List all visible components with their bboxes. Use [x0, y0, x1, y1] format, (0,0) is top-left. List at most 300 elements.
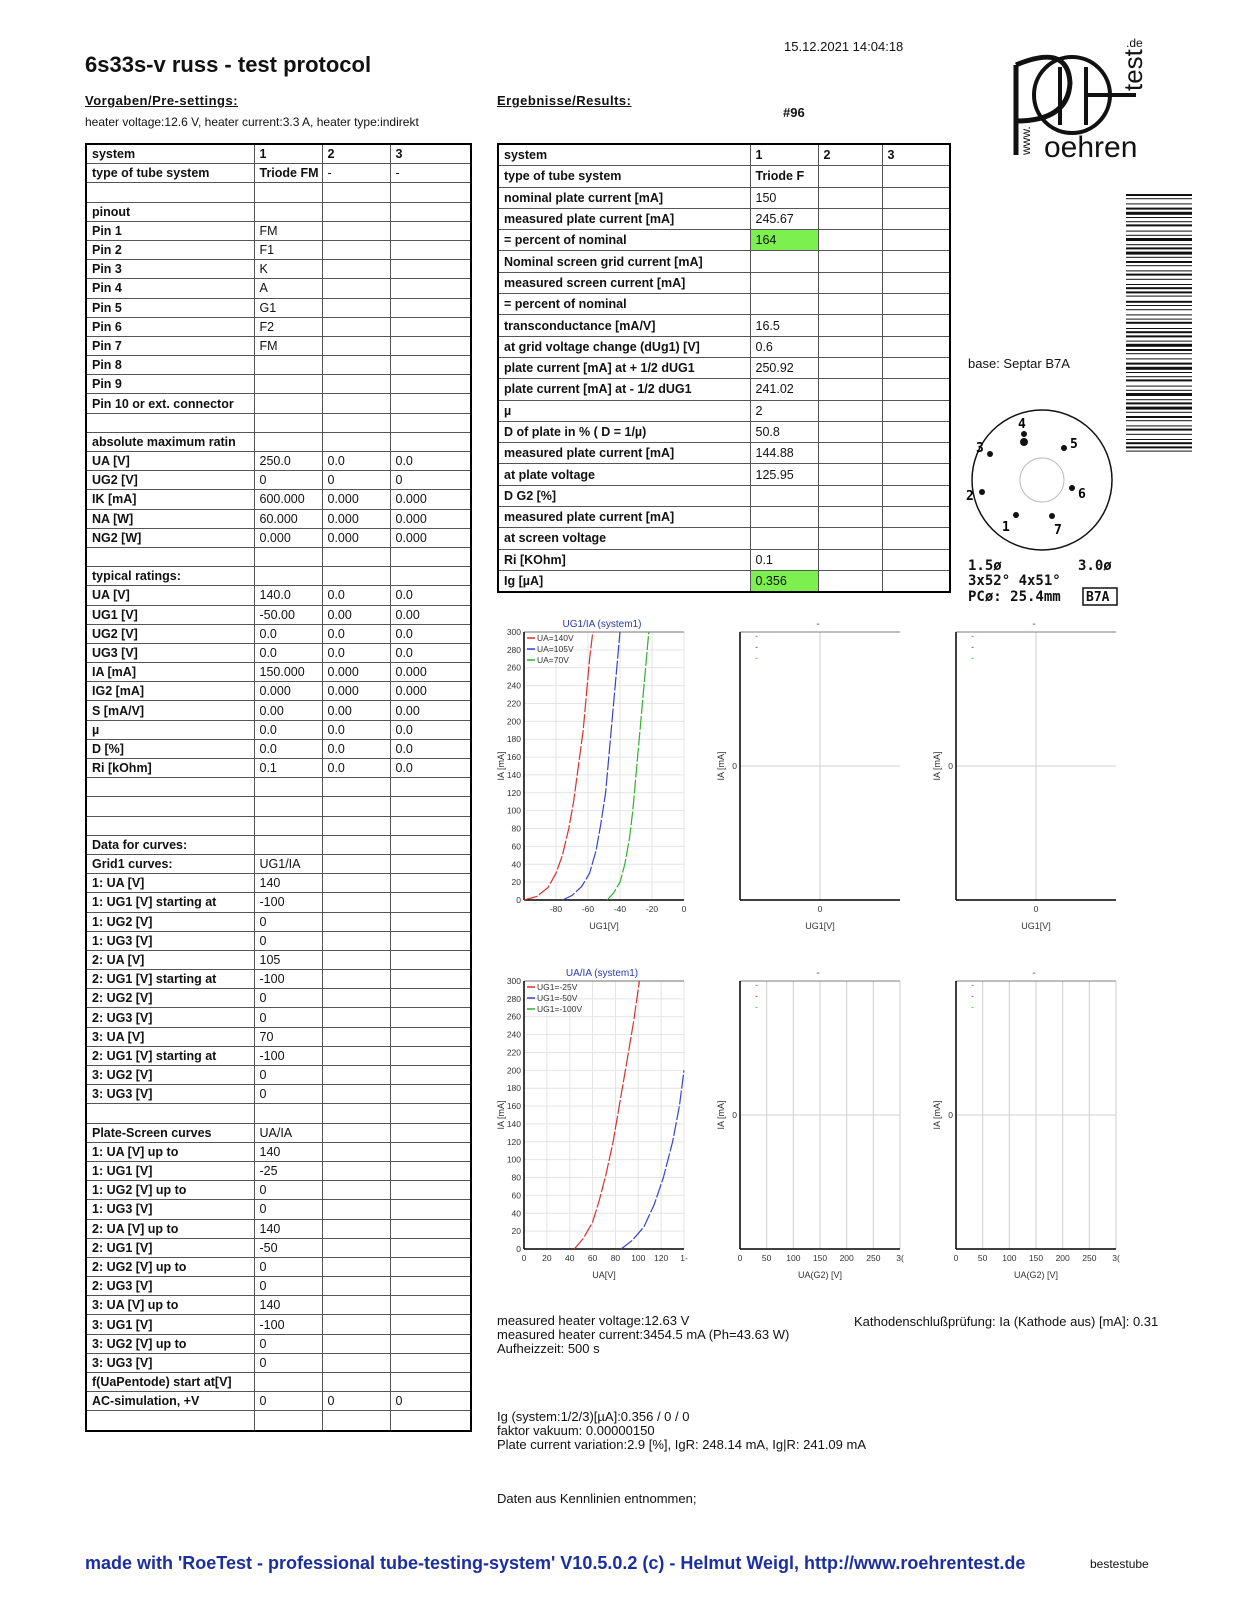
presettings-table-value-cell: 70: [254, 1027, 322, 1046]
results-table-value-cell: 245.67: [750, 208, 818, 229]
presettings-table-value-cell: [390, 1181, 471, 1200]
presettings-table-value-cell: [322, 816, 390, 835]
presettings-table-value-cell: [390, 931, 471, 950]
presettings-table-label-cell: 1: UG2 [V] up to: [86, 1181, 254, 1200]
presettings-table-value-cell: [390, 1161, 471, 1180]
presettings-table-value-cell: [390, 317, 471, 336]
presettings-table-value-cell: K: [254, 260, 322, 279]
results-table-value-cell: [882, 230, 950, 251]
barcode-bar: [1126, 208, 1192, 210]
presettings-table-value-cell: 0.0: [390, 643, 471, 662]
chart-legend-mark: -: [755, 991, 758, 1001]
base-outline: [972, 410, 1112, 550]
barcode-bar: [1126, 284, 1192, 285]
presettings-table-value-cell: [322, 1373, 390, 1392]
presettings-table-label-cell: [86, 778, 254, 797]
chart-y-tick-label: 0: [516, 1244, 521, 1254]
results-table-value-cell: [818, 251, 882, 272]
results-table-value-cell: [750, 485, 818, 506]
presettings-table-row: [86, 1238, 471, 1257]
logo-text-roehren: oehren: [1044, 131, 1138, 164]
presettings-table-value-cell: [322, 240, 390, 259]
results-table-label-cell: measured screen current [mA]: [498, 272, 750, 293]
presettings-table-value-cell: [390, 1373, 471, 1392]
chart-x-tick-label: 0: [817, 904, 823, 914]
chart-y-axis-label: IA [mA]: [496, 1100, 506, 1130]
presettings-table-value-cell: [322, 1238, 390, 1257]
results-table-row: [498, 379, 950, 400]
presettings-table-value-cell: [322, 989, 390, 1008]
results-table-value-cell: [882, 464, 950, 485]
presettings-table-label-cell: [86, 547, 254, 566]
presettings-table-value-cell: [390, 260, 471, 279]
chart-y-tick-label: 60: [511, 1190, 521, 1201]
presettings-table-row: [86, 567, 471, 586]
presettings-table-row: [86, 298, 471, 317]
presettings-table-value-cell: 0.0: [390, 624, 471, 643]
presettings-table-row: [86, 1161, 471, 1180]
presettings-table-value-cell: [390, 202, 471, 221]
base-center: [1020, 458, 1064, 502]
test-datetime: 15.12.2021 14:04:18: [784, 39, 904, 54]
base-pin-label: 7: [1054, 523, 1062, 538]
presettings-table-value-cell: -50: [254, 1238, 322, 1257]
presettings-table-value-cell: 0.0: [322, 586, 390, 605]
presettings-table-value-cell: 0: [254, 1334, 322, 1353]
presettings-table-row: [86, 720, 471, 739]
presettings-table-value-cell: 0.000: [254, 682, 322, 701]
chart-x-tick-label: 50: [977, 1253, 988, 1263]
presettings-table-label-cell: 3: UG3 [V]: [86, 1085, 254, 1104]
presettings-table-row: [86, 663, 471, 682]
presettings-table-value-cell: 0.000: [322, 490, 390, 509]
presettings-table-value-cell: 0: [390, 471, 471, 490]
presettings-table-label-cell: 3: UA [V]: [86, 1027, 254, 1046]
chart-legend-mark: -: [755, 653, 758, 663]
chart-y-tick-label: 300: [506, 627, 521, 637]
barcode-bar: [1126, 331, 1192, 333]
presettings-table-value-cell: [322, 950, 390, 969]
results-table-value-cell: 1: [750, 144, 818, 166]
chart-x-axis-label: UG1[V]: [589, 921, 619, 931]
presettings-table-value-cell: -: [322, 164, 390, 183]
presettings-table-label-cell: Pin 8: [86, 356, 254, 375]
chart-x-axis-label: UA(G2) [V]: [1013, 1270, 1059, 1280]
results-table-value-cell: [882, 443, 950, 464]
presettings-table-value-cell: [390, 547, 471, 566]
presettings-table-row: [86, 1392, 471, 1411]
presettings-table-value-cell: [322, 1161, 390, 1180]
presettings-table-label-cell: absolute maximum ratin: [86, 432, 254, 451]
chart-x-tick-label: -60: [581, 904, 595, 914]
presettings-table-value-cell: [322, 778, 390, 797]
presettings-table-value-cell: 0: [390, 1392, 471, 1411]
results-table-label-cell: system: [498, 144, 750, 166]
base-pin: [1061, 445, 1067, 451]
presettings-table-value-cell: 0.0: [322, 643, 390, 662]
presettings-table-row: [86, 605, 471, 624]
presettings-table-value-cell: [322, 1085, 390, 1104]
chart-y-tick-label: 140: [506, 769, 521, 780]
barcode-bar: [1126, 412, 1192, 413]
presettings-table-label-cell: system: [86, 144, 254, 164]
presettings-table-label-cell: 2: UG1 [V]: [86, 1238, 254, 1257]
chart-y-tick-label: 160: [506, 1101, 521, 1112]
presettings-table-row: [86, 394, 471, 413]
chart-ua-ia-system3: [929, 967, 1139, 1297]
presettings-table-row: [86, 1315, 471, 1334]
chart-title: UA/IA (system1): [565, 968, 639, 979]
chart-series-line: [524, 632, 593, 900]
results-table-row: [498, 272, 950, 293]
barcode-bar: [1126, 203, 1192, 204]
presettings-table-value-cell: [322, 317, 390, 336]
results-table-value-cell: 3: [882, 144, 950, 166]
chart-x-tick-label: 50: [761, 1253, 772, 1263]
presettings-table-value-cell: [322, 1046, 390, 1065]
presettings-table-value-cell: [254, 816, 322, 835]
presettings-table-label-cell: IA [mA]: [86, 663, 254, 682]
barcode-bar: [1126, 274, 1192, 276]
chart-y-tick-label: 140: [506, 1118, 521, 1129]
barcode-bar: [1126, 341, 1192, 342]
presettings-table-value-cell: 0.000: [322, 682, 390, 701]
presettings-table-row: [86, 1008, 471, 1027]
barcode-bar: [1126, 335, 1192, 337]
presettings-table-row: [86, 778, 471, 797]
chart-legend-label: UA=140V: [537, 633, 574, 643]
presettings-table-label-cell: UA [V]: [86, 586, 254, 605]
presettings-table-value-cell: A: [254, 279, 322, 298]
presettings-table-value-cell: 0: [254, 1353, 322, 1372]
results-table-value-cell: [818, 208, 882, 229]
chart-title: UG1/IA (system1): [562, 619, 642, 630]
results-table-row: [498, 485, 950, 506]
presettings-table-label-cell: 2: UG3 [V]: [86, 1277, 254, 1296]
chart-y-tick-label: 180: [506, 1083, 521, 1094]
results-table-value-cell: 0.6: [750, 336, 818, 357]
presettings-table-label-cell: [86, 413, 254, 432]
presettings-table-label-cell: UG1 [V]: [86, 605, 254, 624]
chart-legend-label: UG1=-25V: [537, 982, 578, 992]
presettings-table-row: [86, 931, 471, 950]
presettings-table-row: [86, 471, 471, 490]
presettings-table-value-cell: 0: [254, 989, 322, 1008]
presettings-table-value-cell: 0.00: [322, 701, 390, 720]
presettings-table-value-cell: [390, 356, 471, 375]
presettings-table-value-cell: 3: [390, 144, 471, 164]
presettings-table-row: [86, 970, 471, 989]
barcode-bar: [1126, 349, 1192, 351]
presettings-table-value-cell: [390, 1353, 471, 1372]
results-table-value-cell: 250.92: [750, 357, 818, 378]
presettings-table-value-cell: 0.00: [322, 605, 390, 624]
results-table-row: [498, 294, 950, 315]
barcode-bar: [1126, 279, 1192, 280]
chart-x-axis-label: UG1[V]: [805, 921, 835, 931]
vacuum-factor: faktor vakuum: 0.00000150: [497, 1423, 655, 1438]
presettings-table-label-cell: UG2 [V]: [86, 471, 254, 490]
logo-text-test: test: [1118, 49, 1148, 91]
barcode-bar: [1126, 399, 1192, 400]
presettings-table-value-cell: 250.0: [254, 452, 322, 471]
barcode-bar: [1126, 367, 1192, 370]
presettings-table-label-cell: Pin 5: [86, 298, 254, 317]
barcode-bar: [1126, 198, 1192, 199]
results-table-value-cell: [818, 549, 882, 570]
presettings-table-label-cell: NG2 [W]: [86, 528, 254, 547]
presettings-table-value-cell: [254, 202, 322, 221]
presettings-table-row: [86, 547, 471, 566]
presettings-table-label-cell: 2: UG1 [V] starting at: [86, 1046, 254, 1065]
chart-ug1-ia-system2: [713, 618, 923, 948]
chart-ua-ia-system2: [713, 967, 923, 1297]
presettings-table-value-cell: [390, 1066, 471, 1085]
presettings-table-value-cell: FM: [254, 336, 322, 355]
presettings-table-value-cell: [254, 394, 322, 413]
results-table-label-cell: plate current [mA] at + 1/2 dUG1: [498, 357, 750, 378]
chart-y-tick-label: 200: [506, 716, 521, 727]
results-table-row: [498, 421, 950, 442]
presettings-table-value-cell: [390, 912, 471, 931]
results-table-label-cell: measured plate current [mA]: [498, 443, 750, 464]
results-table-value-cell: [882, 421, 950, 442]
presettings-table-label-cell: 1: UA [V]: [86, 874, 254, 893]
presettings-table-value-cell: -50.00: [254, 605, 322, 624]
logo-text-de: .de: [1126, 36, 1143, 50]
chart-x-tick-label: 20: [542, 1253, 552, 1263]
presettings-table-value-cell: [254, 356, 322, 375]
chart-y-axis-label: IA [mA]: [932, 1100, 942, 1130]
presettings-table-label-cell: NA [W]: [86, 509, 254, 528]
barcode-bar: [1126, 296, 1192, 297]
chart-x-tick-label: -80: [549, 904, 563, 914]
presettings-table-value-cell: [322, 1411, 390, 1431]
barcode-bar: [1126, 358, 1192, 359]
plate-current-variation: Plate current variation:2.9 [%], IgR: 248.14 mA, Ig|R: 241.09 mA: [497, 1437, 867, 1452]
results-table-value-cell: [882, 549, 950, 570]
presettings-table-value-cell: [390, 240, 471, 259]
footer-credits[interactable]: made with 'RoeTest - professional tube-testing-system' V10.5.0.2 (c) - Helmut Weigl, http://www.roehrentest.de: [85, 1553, 1026, 1573]
barcode-bar: [1126, 261, 1192, 263]
results-table-row: [498, 208, 950, 229]
presettings-table-row: [86, 797, 471, 816]
chart-x-tick-label: 200: [1055, 1253, 1070, 1263]
results-table-value-cell: [882, 570, 950, 592]
presettings-table-row: [86, 1353, 471, 1372]
presettings-table-value-cell: 0.0: [254, 720, 322, 739]
presettings-table-label-cell: 1: UA [V] up to: [86, 1142, 254, 1161]
presettings-table-row: [86, 854, 471, 873]
chart-x-tick-label: 150: [812, 1253, 828, 1263]
presettings-table-value-cell: 140.0: [254, 586, 322, 605]
results-table-row: [498, 528, 950, 549]
presettings-table-label-cell: 1: UG3 [V]: [86, 931, 254, 950]
presettings-table-value-cell: [390, 816, 471, 835]
presettings-table-label-cell: 2: UA [V] up to: [86, 1219, 254, 1238]
chart-legend-label: UA=70V: [537, 655, 569, 665]
barcode-bar: [1126, 309, 1192, 310]
test-number: #96: [783, 105, 805, 120]
presettings-table-value-cell: [322, 1257, 390, 1276]
presettings-table-value-cell: [322, 1104, 390, 1123]
chart-legend-mark: -: [755, 1002, 758, 1012]
results-table-value-cell: [818, 230, 882, 251]
presettings-table-label-cell: 3: UG2 [V]: [86, 1066, 254, 1085]
presettings-table-value-cell: 0.00: [390, 605, 471, 624]
chart-legend-mark: -: [971, 631, 974, 641]
presettings-table-label-cell: Pin 7: [86, 336, 254, 355]
presettings-table-value-cell: [390, 989, 471, 1008]
presettings-table-value-cell: [254, 547, 322, 566]
presettings-table-value-cell: 0.0: [322, 624, 390, 643]
presettings-table-row: [86, 202, 471, 221]
presettings-table-label-cell: UA [V]: [86, 452, 254, 471]
chart-x-tick-label: 0: [681, 904, 687, 914]
presettings-table-label-cell: Pin 3: [86, 260, 254, 279]
presettings-table-value-cell: [322, 1353, 390, 1372]
presettings-table-value-cell: [390, 950, 471, 969]
presettings-table-value-cell: [254, 797, 322, 816]
presettings-table-label-cell: [86, 183, 254, 202]
results-table-label-cell: plate current [mA] at - 1/2 dUG1: [498, 379, 750, 400]
presettings-table-value-cell: [390, 835, 471, 854]
presettings-table-value-cell: F2: [254, 317, 322, 336]
presettings-table-value-cell: 0.000: [390, 682, 471, 701]
presettings-table-row: [86, 452, 471, 471]
barcode-bar: [1126, 224, 1192, 226]
chart-ug1-ia-system1: [497, 618, 707, 948]
results-table-label-cell: at screen voltage: [498, 528, 750, 549]
presettings-table-value-cell: [390, 279, 471, 298]
chart-y-tick-label: 0: [948, 761, 953, 771]
presettings-table-label-cell: 2: UA [V]: [86, 950, 254, 969]
presettings-table-label-cell: Pin 2: [86, 240, 254, 259]
results-table-value-cell: 0.356: [750, 570, 818, 592]
presettings-table-value-cell: 0.0: [390, 720, 471, 739]
barcode-bar: [1126, 305, 1192, 306]
chart-y-tick-label: 260: [506, 662, 521, 673]
presettings-table-value-cell: 0: [254, 471, 322, 490]
presettings-table-value-cell: [322, 1334, 390, 1353]
presettings-table-value-cell: [390, 183, 471, 202]
chart-legend-mark: -: [971, 642, 974, 652]
results-table-row: [498, 357, 950, 378]
presettings-table-value-cell: [390, 394, 471, 413]
chart-title: -: [816, 968, 820, 979]
chart-x-tick-label: 0: [953, 1253, 959, 1263]
chart-legend-mark: -: [755, 642, 758, 652]
barcode-bar: [1126, 344, 1192, 347]
presettings-table-value-cell: 0.00: [254, 701, 322, 720]
presettings-table-value-cell: [390, 1296, 471, 1315]
presettings-table-value-cell: 0.000: [322, 509, 390, 528]
presettings-heading: Vorgaben/Pre-settings:: [85, 93, 239, 108]
chart-title: -: [816, 619, 820, 630]
results-table-value-cell: [818, 379, 882, 400]
presettings-table-label-cell: Grid1 curves:: [86, 854, 254, 873]
presettings-table-value-cell: 0: [254, 1392, 322, 1411]
presettings-table-value-cell: 0.00: [390, 701, 471, 720]
presettings-table-value-cell: [390, 336, 471, 355]
barcode-bar: [1126, 442, 1192, 444]
presettings-table-value-cell: UA/IA: [254, 1123, 322, 1142]
presettings-table-label-cell: Pin 10 or ext. connector: [86, 394, 254, 413]
presettings-table-row: [86, 509, 471, 528]
results-table-value-cell: [750, 294, 818, 315]
presettings-table-label-cell: [86, 797, 254, 816]
barcode-bar: [1126, 328, 1192, 329]
presettings-table-value-cell: [322, 356, 390, 375]
chart-y-tick-label: 280: [506, 993, 521, 1004]
results-table-value-cell: [818, 336, 882, 357]
presettings-table-value-cell: 0: [254, 1085, 322, 1104]
presettings-table-row: [86, 1219, 471, 1238]
barcode-bar: [1126, 287, 1192, 289]
presettings-table-value-cell: [390, 778, 471, 797]
chart-series-line: [574, 981, 639, 1249]
results-table-value-cell: [882, 357, 950, 378]
presettings-table-row: [86, 1123, 471, 1142]
presettings-table-row: [86, 183, 471, 202]
presettings-table-row: [86, 643, 471, 662]
presettings-table-value-cell: [390, 854, 471, 873]
chart-x-tick-label: -20: [645, 904, 659, 914]
barcode-bar: [1126, 353, 1192, 354]
presettings-table-label-cell: [86, 1411, 254, 1431]
results-table-row: [498, 443, 950, 464]
presettings-table-label-cell: Pin 9: [86, 375, 254, 394]
chart-y-tick-label: 300: [506, 976, 521, 986]
results-table-row: [498, 251, 950, 272]
presettings-table-value-cell: 0.0: [254, 739, 322, 758]
results-table-value-cell: [750, 528, 818, 549]
chart-x-axis-label: UG1[V]: [1021, 921, 1051, 931]
chart-y-tick-label: 260: [506, 1011, 521, 1022]
barcode-bar: [1126, 379, 1192, 381]
chart-series-line: [562, 632, 620, 900]
chart-y-tick-label: 100: [506, 1154, 521, 1165]
barcode-bar: [1126, 425, 1192, 426]
chart-y-tick-label: 80: [511, 823, 521, 834]
barcode-bar: [1126, 235, 1192, 236]
presettings-table-value-cell: 0: [322, 1392, 390, 1411]
presettings-table-value-cell: 0: [254, 912, 322, 931]
presettings-table-value-cell: [322, 1123, 390, 1142]
results-table-value-cell: [882, 507, 950, 528]
measured-heater-current: measured heater current:3454.5 mA (Ph=43.63 W): [497, 1327, 790, 1342]
results-table-label-cell: µ: [498, 400, 750, 421]
presettings-table-row: [86, 759, 471, 778]
presettings-table-value-cell: [322, 1219, 390, 1238]
presettings-table-value-cell: 0.0: [322, 452, 390, 471]
chart-y-tick-label: 120: [506, 787, 521, 798]
presettings-table-row: [86, 1085, 471, 1104]
results-table-value-cell: [818, 315, 882, 336]
base-pin: [1069, 485, 1075, 491]
presettings-table-value-cell: 140: [254, 1296, 322, 1315]
presettings-table-row: [86, 413, 471, 432]
chart-y-axis-label: IA [mA]: [932, 751, 942, 781]
chart-y-tick-label: 40: [511, 1208, 521, 1219]
results-table-value-cell: 0.1: [750, 549, 818, 570]
results-table-label-cell: = percent of nominal: [498, 230, 750, 251]
presettings-table-row: [86, 1257, 471, 1276]
presettings-table-row: [86, 432, 471, 451]
results-table-value-cell: [750, 272, 818, 293]
chart-y-tick-label: 220: [506, 1047, 521, 1058]
results-table-value-cell: [818, 570, 882, 592]
